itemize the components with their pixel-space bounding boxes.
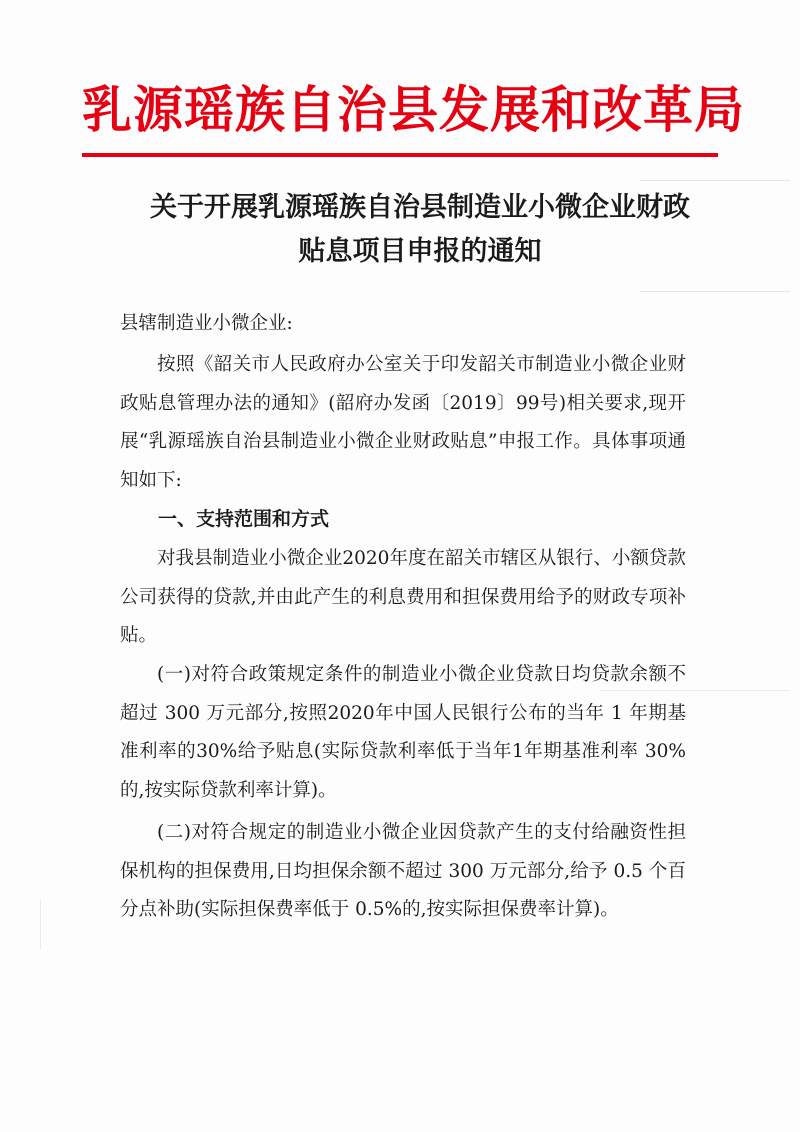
item-2-guarantee-subsidy-paragraph: (二)对符合规定的制造业小微企业因贷款产生的支付给融资性担保机构的担保费用,日均担保余额不超过 300 万元部分,给予 0.5 个百分点补助(实际担保费率低于 0.5%的,按实际担保费率计算)。 [120,822,686,920]
show-through-mark [40,900,101,950]
document-title [120,186,720,274]
issuing-organization-name: 乳源瑶族自治县发展和改革局 [82,81,745,139]
item-1-interest-subsidy-paragraph: (一)对符合政策规定条件的制造业小微企业贷款日均贷款余额不超过 300 万元部分,按照2020年中国人民银行公布的当年 1 年期基准利率的30%给予贴息(实际贷款利率低于当年1年期基准利率 30%的,按实际贷款利率计算)。 [120,664,686,801]
intro-paragraph: 按照《韶关市人民政府办公室关于印发韶关市制造业小微企业财政贴息管理办法的通知》(韶府办发函〔2019〕99号)相关要求,现开展“乳源瑶族自治县制造业小微企业财政贴息”申报工作。具体事项通知如下: [120,354,686,491]
document-title-line-1: 关于开展乳源瑶族自治县制造业小微企业财政 [150,192,690,223]
red-header-rule [82,153,718,157]
salutation: 县辖制造业小微企业: [120,313,293,334]
document-title-line-2: 贴息项目申报的通知 [298,236,542,267]
section-heading-support-scope: 一、支持范围和方式 [158,508,330,530]
support-scope-paragraph: 对我县制造业小微企业2020年度在韶关市辖区从银行、小额贷款公司获得的贷款,并由此产生的利息费用和担保费用给予的财政专项补贴。 [120,548,686,646]
